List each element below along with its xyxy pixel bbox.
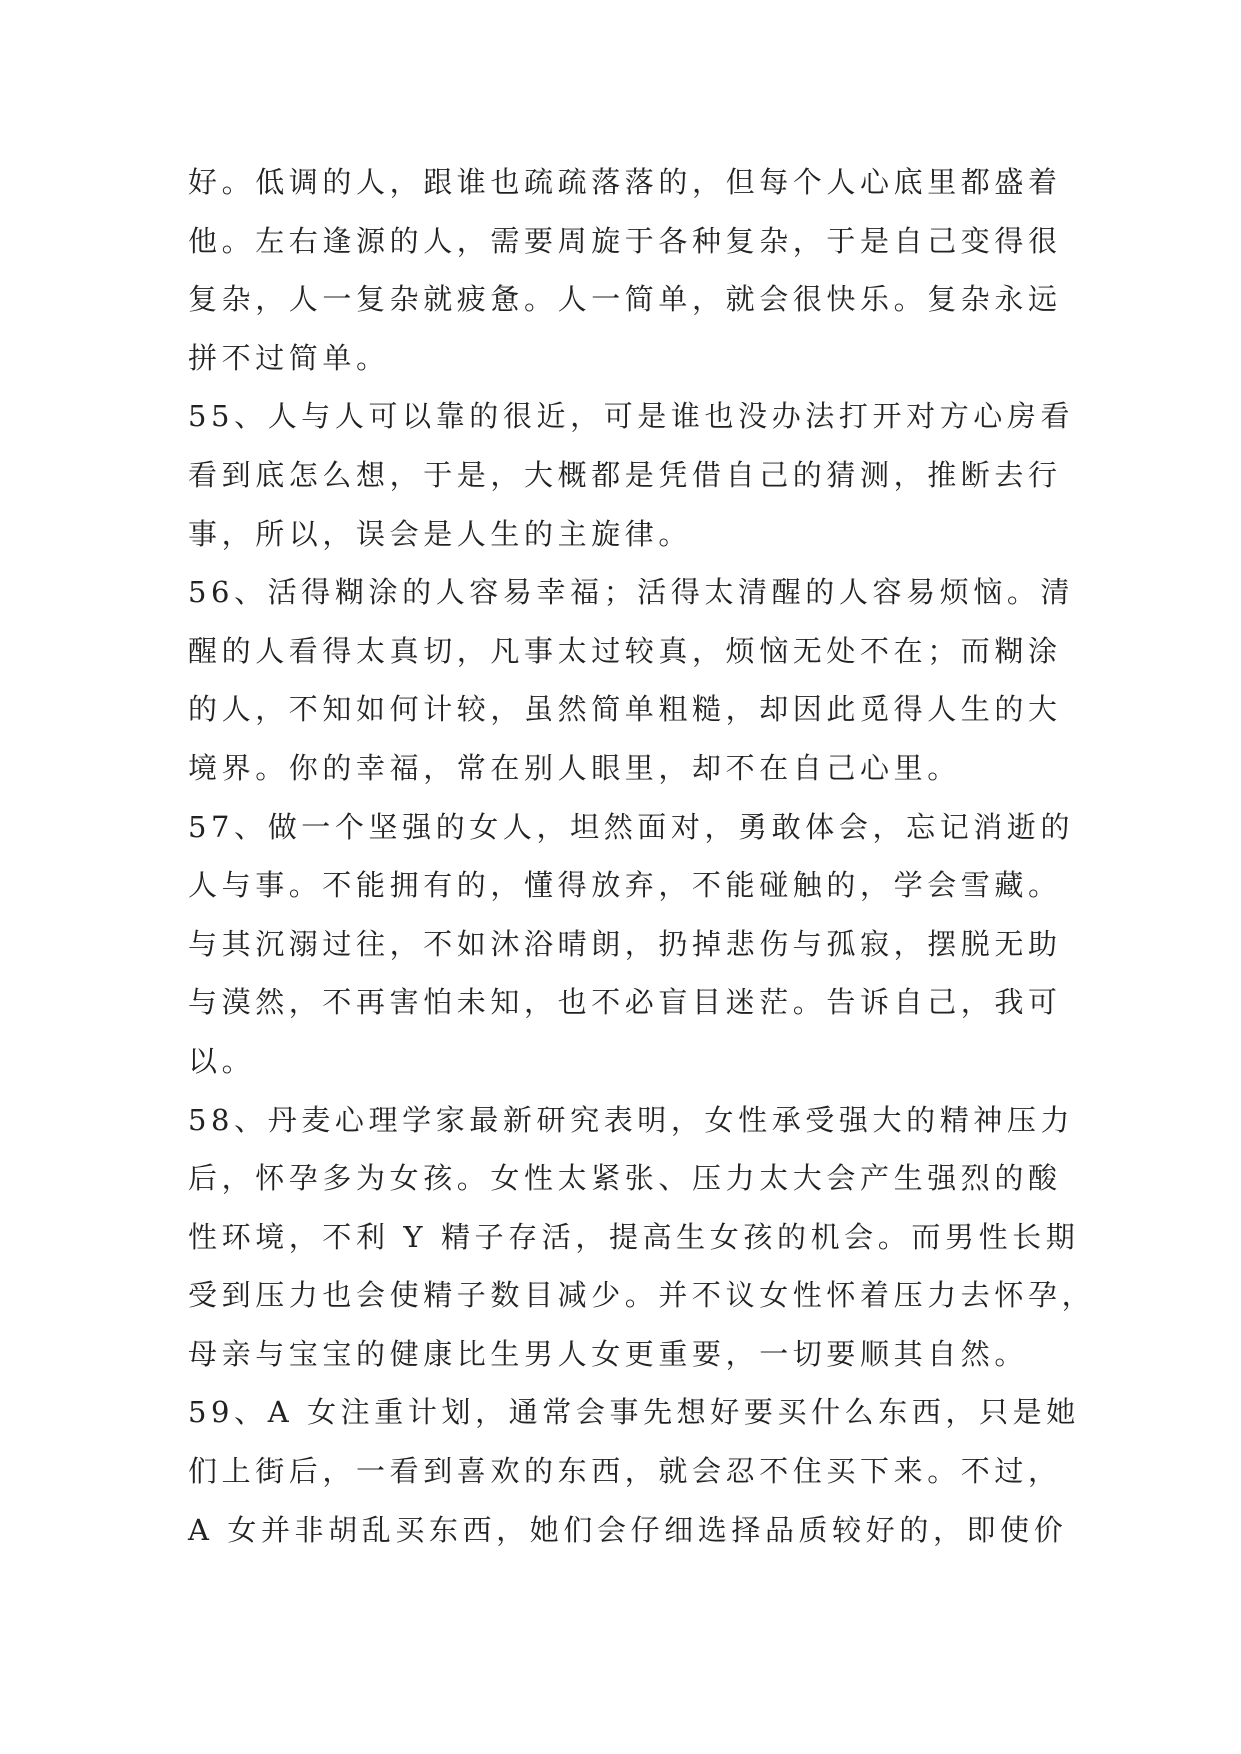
text-line: 与其沉溺过往，不如沐浴晴朗，扔掉悲伤与孤寂，摆脱无助 [188,926,1062,961]
text-line: A 女并非胡乱买东西，她们会仔细选择品质较好的，即使价 [188,1512,1068,1547]
text-line: 受到压力也会使精子数目减少。并不议女性怀着压力去怀孕， [188,1278,1096,1313]
text-line: 性环境，不利 Y 精子存活，提高生女孩的机会。而男性长期 [188,1219,1080,1254]
text-line: 醒的人看得太真切，凡事太过较真，烦恼无处不在；而糊涂 [188,633,1062,668]
text-line: 事，所以，误会是人生的主旋律。 [188,516,693,551]
text-line: 以。 [188,1043,256,1078]
text-line: 的人，不知如何计较，虽然简单粗糙，却因此觅得人生的大 [188,692,1062,727]
text-line: 59、A 女注重计划，通常会事先想好要买什么东西，只是她 [188,1395,1080,1430]
text-line: 人与事。不能拥有的，懂得放弃，不能碰触的，学会雪藏。 [188,868,1062,903]
text-line: 们上街后，一看到喜欢的东西，就会忍不住买下来。不过， [188,1454,1062,1489]
text-line: 境界。你的幸福，常在别人眼里，却不在自己心里。 [188,750,961,785]
text-line: 好。低调的人，跟谁也疏疏落落的，但每个人心底里都盛着 [188,165,1062,199]
text-line: 55、人与人可以靠的很近，可是谁也没办法打开对方心房看 [188,399,1075,434]
text-line: 拼不过简单。 [188,340,390,375]
text-line: 58、丹麦心理学家最新研究表明，女性承受强大的精神压力 [188,1102,1075,1137]
text-line: 与漠然，不再害怕未知，也不必盲目迷茫。告诉自己，我可 [188,985,1062,1020]
body-text [188,153,1096,1559]
text-line: 57、做一个坚强的女人，坦然面对，勇敢体会，忘记消逝的 [188,809,1075,844]
text-line: 看到底怎么想，于是，大概都是凭借自己的猜测，推断去行 [188,457,1062,492]
text-line: 复杂，人一复杂就疲惫。人一简单，就会很快乐。复杂永远 [188,282,1062,317]
text-line: 后，怀孕多为女孩。女性太紧张、压力太大会产生强烈的酸 [188,1161,1062,1196]
text-line: 56、活得糊涂的人容易幸福；活得太清醒的人容易烦恼。清 [188,575,1075,610]
text-line: 母亲与宝宝的健康比生男人女更重要，一切要顺其自然。 [188,1336,1029,1371]
text-line: 他。左右逢源的人，需要周旋于各种复杂，于是自己变得很 [188,223,1062,258]
